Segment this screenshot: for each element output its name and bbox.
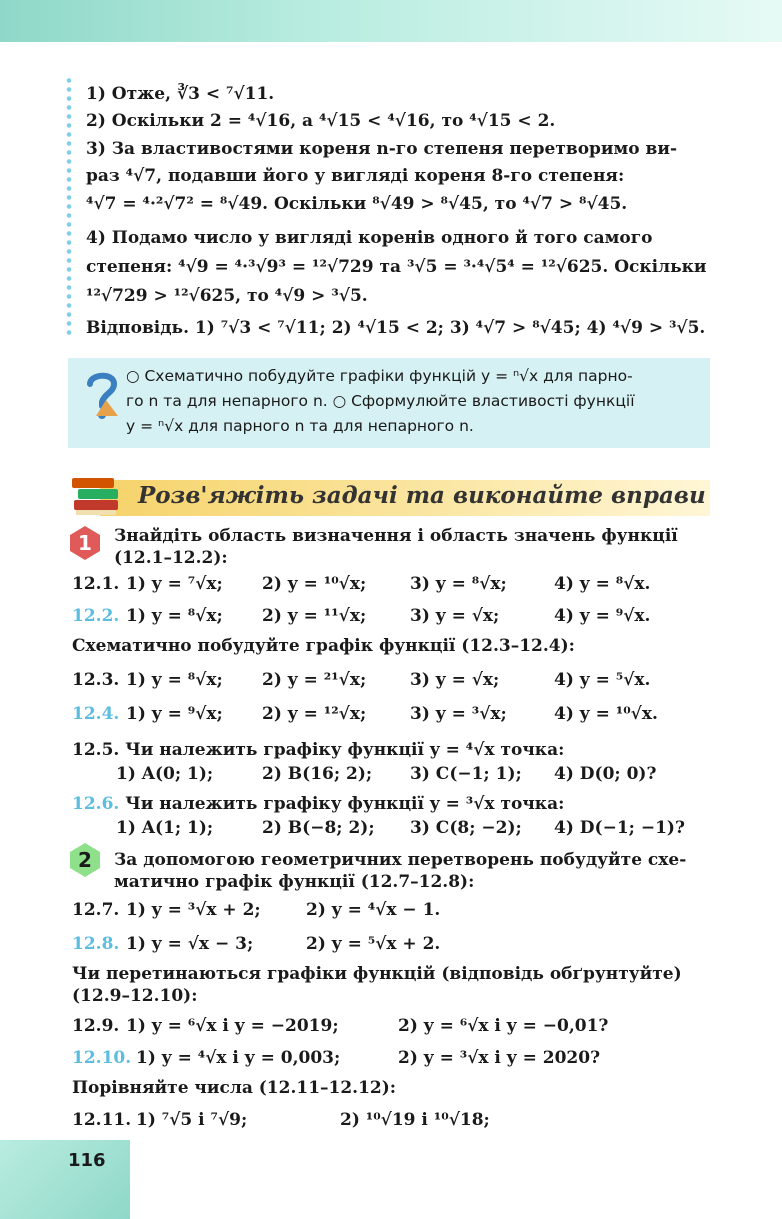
ex-12-1-d: 4) y = ⁸√x. (554, 574, 651, 594)
ex-12-8-b: 2) y = ⁵√x + 2. (306, 934, 441, 954)
ex-12-11-a: 1) ⁷√5 і ⁷√9; (136, 1110, 248, 1130)
solution-line-6: 4) Подамо число у вигляді коренів одного й того самого (86, 228, 653, 248)
question-line-3: y = ⁿ√x для парного n та для непарного n. (126, 417, 474, 435)
question-line-2: го n та для непарного n. ○ Сформулюйте властивості функції (126, 392, 635, 410)
exercise-number: 12.10. (72, 1048, 132, 1068)
ex-12-11-b: 2) ¹⁰√19 і ¹⁰√18; (340, 1110, 490, 1130)
exercise-question: Чи належить графіку функції y = ⁴√x точка: (125, 740, 565, 760)
solution-line-4: раз ⁴√7, подавши його у вигляді кореня 8-го степеня: (86, 166, 625, 186)
ex-12-4-b: 2) y = ¹²√x; (262, 704, 367, 724)
answer-line: Відповідь. 1) ⁷√3 < ⁷√11; 2) ⁴√15 < 2; 3) ⁴√7 > ⁸√45; 4) ⁴√9 > ³√5. (86, 318, 706, 338)
ex-12-7-b: 2) y = ⁴√x − 1. (306, 900, 441, 920)
exercise-intro-5: Порівняйте числа (12.11–12.12): (72, 1078, 397, 1098)
ex-12-5-c: 3) C(−1; 1); (410, 764, 522, 784)
ex-12-9-a: 1) y = ⁶√x і y = −2019; (126, 1016, 339, 1036)
exercise-intro-1a: Знайдіть область визначення і область значень функції (114, 526, 678, 546)
exercise-number: 12.6. (72, 794, 120, 814)
ex-12-6-c: 3) C(8; −2); (410, 818, 522, 838)
solution-line-5: ⁴√7 = ⁴·²√7² = ⁸√49. Оскільки ⁸√49 > ⁸√45, то ⁴√7 > ⁸√45. (86, 194, 628, 214)
solution-line-8: ¹²√729 > ¹²√625, то ⁴√9 > ³√5. (86, 286, 368, 306)
ex-12-9-b: 2) y = ⁶√x і y = −0,01? (398, 1016, 609, 1036)
banner-title: Розв'яжіть задачі та виконайте вправи (138, 482, 706, 509)
ex-12-2-b: 2) y = ¹¹√x; (262, 606, 367, 626)
ex-12-5-d: 4) D(0; 0)? (554, 764, 657, 784)
exercise-number: 12.8. (72, 934, 120, 954)
exercise-number: 12.1. (72, 574, 120, 594)
exercise-12-6 (72, 794, 564, 814)
ex-12-1-c: 3) y = ⁸√x; (410, 574, 507, 594)
exercise-12-10 (72, 1048, 131, 1068)
level-1-number: 1 (78, 531, 92, 555)
exercise-number: 12.9. (72, 1016, 120, 1036)
books-icon (70, 470, 126, 518)
ex-12-6-d: 4) D(−1; −1)? (554, 818, 685, 838)
solution-line-7: степеня: ⁴√9 = ⁴·³√9³ = ¹²√729 та ³√5 = ³·⁴√5⁴ = ¹²√625. Оскільки (86, 257, 707, 277)
exercise-intro-3b: матично графік функції (12.7–12.8): (114, 872, 475, 892)
question-box (68, 358, 710, 448)
exercise-number: 12.4. (72, 704, 120, 724)
ex-12-2-d: 4) y = ⁹√x. (554, 606, 651, 626)
ex-12-6-a: 1) A(1; 1); (116, 818, 214, 838)
exercise-number: 12.2. (72, 606, 120, 626)
solution-line-1: 1) Отже, ∛3 < ⁷√11. (86, 84, 275, 104)
ex-12-6-b: 2) B(−8; 2); (262, 818, 375, 838)
exercise-12-8 (72, 934, 119, 954)
solution-line-2: 2) Оскільки 2 = ⁴√16, а ⁴√15 < ⁴√16, то ⁴√15 < 2. (86, 111, 556, 131)
exercise-12-7 (72, 900, 119, 920)
solution-line-3: 3) За властивостями кореня n-го степеня перетворимо ви- (86, 139, 678, 159)
ex-12-2-a: 1) y = ⁸√x; (126, 606, 223, 626)
question-line-1: ○ Схематично побудуйте графіки функцій y = ⁿ√x для парно- (126, 367, 633, 385)
ex-12-5-b: 2) B(16; 2); (262, 764, 373, 784)
exercise-number: 12.3. (72, 670, 120, 690)
ex-12-4-c: 3) y = ³√x; (410, 704, 507, 724)
exercise-12-3 (72, 670, 119, 690)
ex-12-2-c: 3) y = √x; (410, 606, 500, 626)
exercise-12-5 (72, 740, 564, 760)
page-number: 116 (68, 1150, 106, 1171)
ex-12-3-b: 2) y = ²¹√x; (262, 670, 367, 690)
exercise-number: 12.11. (72, 1110, 132, 1130)
ex-12-1-b: 2) y = ¹⁰√x; (262, 574, 367, 594)
exercise-12-2 (72, 606, 119, 626)
exercise-number: 12.5. (72, 740, 120, 760)
corner-decoration (0, 1140, 130, 1219)
exercise-12-9 (72, 1016, 119, 1036)
exercise-intro-3a: За допомогою геометричних перетворень побудуйте схе- (114, 850, 687, 870)
ex-12-8-a: 1) y = √x − 3; (126, 934, 254, 954)
question-mark-icon (82, 370, 122, 422)
exercise-intro-4a: Чи перетинаються графіки функцій (відповідь обґрунтуйте) (72, 964, 682, 984)
exercise-intro-2: Схематично побудуйте графік функції (12.3–12.4): (72, 636, 575, 656)
section-banner (70, 470, 710, 518)
ex-12-10-a: 1) y = ⁴√x і y = 0,003; (136, 1048, 341, 1068)
ex-12-3-c: 3) y = √x; (410, 670, 500, 690)
ex-12-7-a: 1) y = ³√x + 2; (126, 900, 261, 920)
ex-12-4-d: 4) y = ¹⁰√x. (554, 704, 658, 724)
exercise-intro-1b: (12.1–12.2): (114, 548, 228, 568)
ex-12-10-b: 2) y = ³√x і y = 2020? (398, 1048, 601, 1068)
exercise-number: 12.7. (72, 900, 120, 920)
ex-12-3-a: 1) y = ⁸√x; (126, 670, 223, 690)
dotted-margin-line (66, 76, 72, 338)
exercise-12-4 (72, 704, 119, 724)
ex-12-1-a: 1) y = ⁷√x; (126, 574, 223, 594)
ex-12-5-a: 1) A(0; 1); (116, 764, 214, 784)
exercise-question: Чи належить графіку функції y = ³√x точка: (125, 794, 565, 814)
top-decoration-band (0, 0, 782, 42)
exercise-12-1 (72, 574, 119, 594)
ex-12-4-a: 1) y = ⁹√x; (126, 704, 223, 724)
exercise-12-11 (72, 1110, 131, 1130)
exercise-intro-4b: (12.9–12.10): (72, 986, 198, 1006)
level-2-number: 2 (78, 848, 92, 872)
ex-12-3-d: 4) y = ⁵√x. (554, 670, 651, 690)
